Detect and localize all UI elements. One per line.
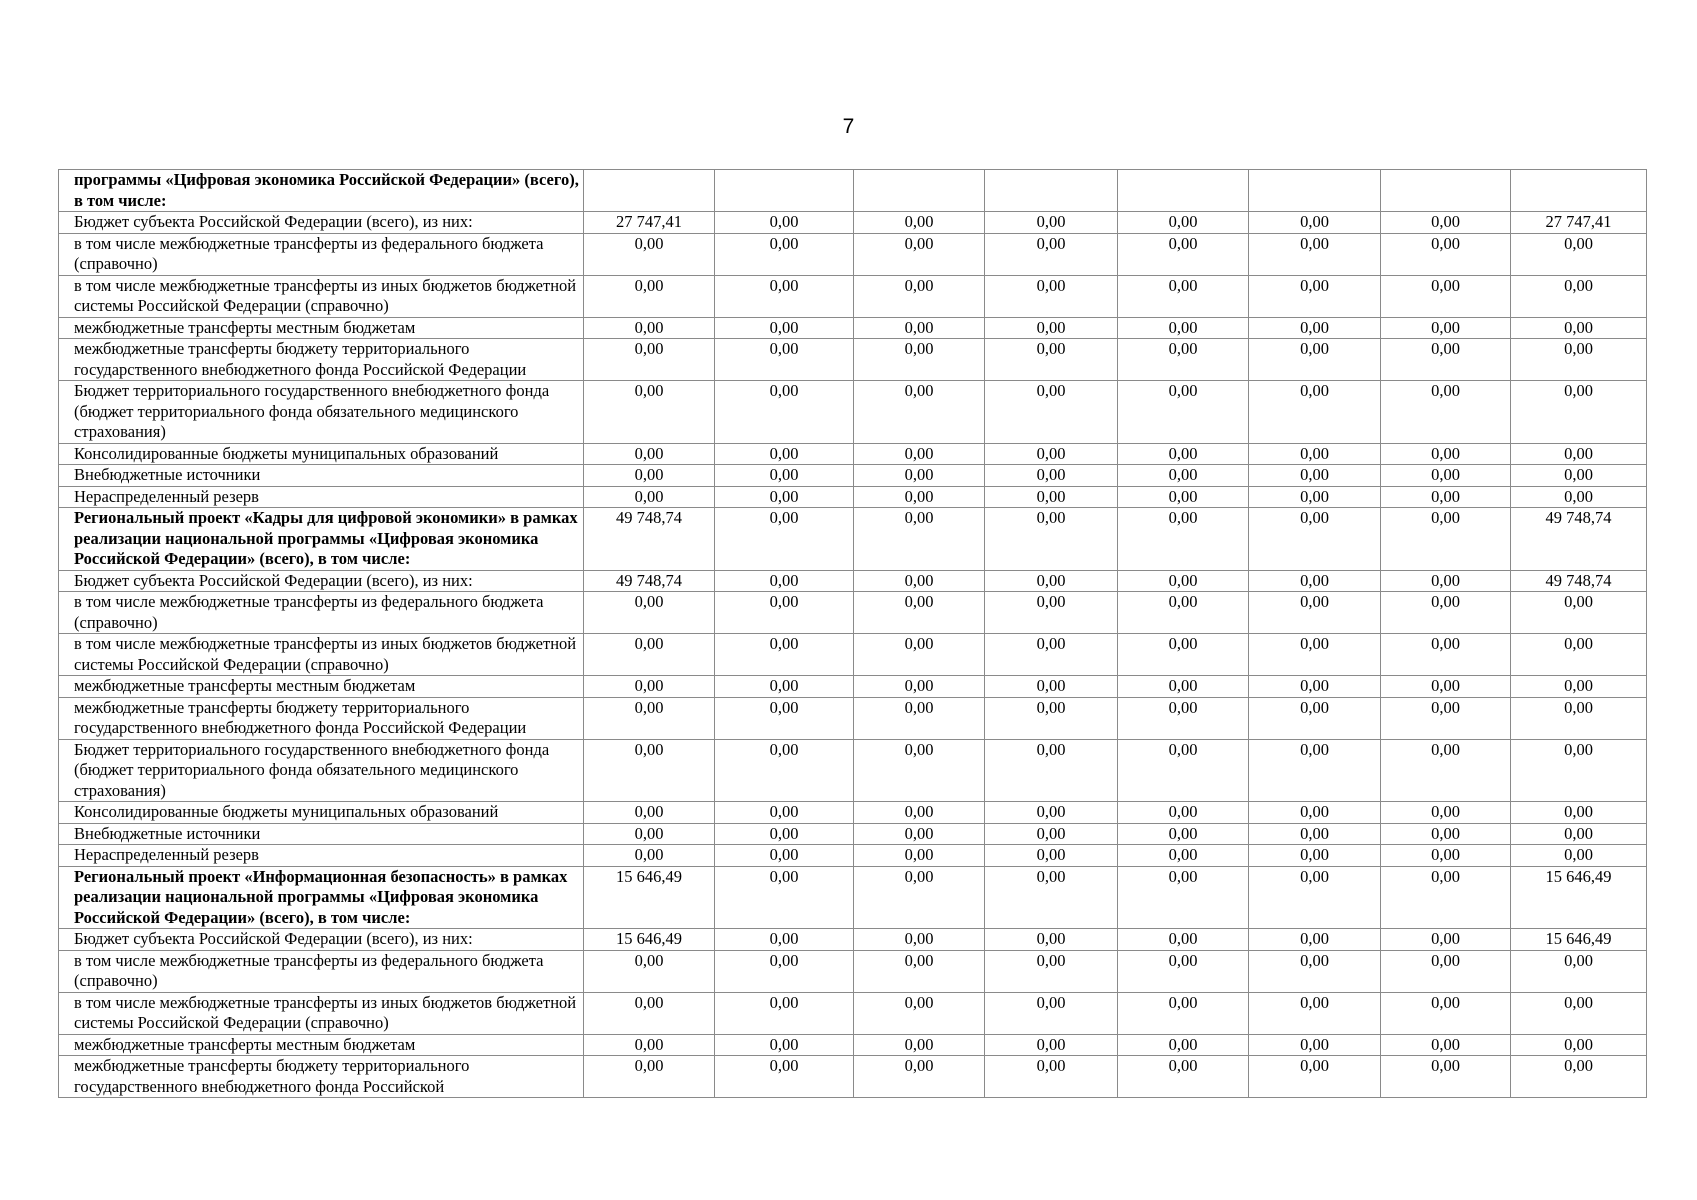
value-cell: 0,00 [1118, 739, 1249, 802]
value-cell: 0,00 [715, 233, 854, 275]
table-row [59, 845, 1647, 867]
value-cell: 49 748,74 [584, 508, 715, 571]
value-cell: 0,00 [715, 381, 854, 444]
value-cell: 0,00 [584, 486, 715, 508]
row-label: Бюджет территориального государственного внебюджетного фонда (бюджет территориального фонда обязательного медицинского страхования) [59, 739, 584, 802]
value-cell: 0,00 [715, 676, 854, 698]
table-row [59, 823, 1647, 845]
value-cell: 0,00 [1381, 929, 1511, 951]
value-cell: 0,00 [584, 317, 715, 339]
value-cell: 0,00 [1511, 697, 1647, 739]
value-cell: 0,00 [985, 486, 1118, 508]
value-cell: 0,00 [854, 1034, 985, 1056]
value-cell: 0,00 [1249, 866, 1381, 929]
value-cell: 0,00 [1511, 275, 1647, 317]
row-label: в том числе межбюджетные трансферты из федерального бюджета (справочно) [59, 233, 584, 275]
value-cell: 0,00 [715, 929, 854, 951]
value-cell: 0,00 [1381, 570, 1511, 592]
row-label: Бюджет субъекта Российской Федерации (всего), из них: [59, 929, 584, 951]
value-cell: 0,00 [1118, 634, 1249, 676]
value-cell: 0,00 [715, 992, 854, 1034]
value-cell: 0,00 [1118, 697, 1249, 739]
value-cell: 0,00 [1511, 676, 1647, 698]
value-cell: 0,00 [584, 1056, 715, 1098]
value-cell: 0,00 [854, 508, 985, 571]
value-cell: 0,00 [1381, 676, 1511, 698]
value-cell: 0,00 [584, 1034, 715, 1056]
value-cell: 0,00 [1249, 697, 1381, 739]
value-cell: 0,00 [1511, 823, 1647, 845]
table-row [59, 592, 1647, 634]
value-cell: 0,00 [1118, 465, 1249, 487]
value-cell: 0,00 [1381, 1034, 1511, 1056]
value-cell: 0,00 [1381, 739, 1511, 802]
row-label: в том числе межбюджетные трансферты из иных бюджетов бюджетной системы Российской Федерации (справочно) [59, 992, 584, 1034]
value-cell: 0,00 [985, 233, 1118, 275]
value-cell [1381, 170, 1511, 212]
value-cell: 0,00 [854, 634, 985, 676]
value-cell: 0,00 [854, 486, 985, 508]
value-cell: 0,00 [1381, 697, 1511, 739]
value-cell: 0,00 [715, 950, 854, 992]
value-cell: 0,00 [854, 570, 985, 592]
value-cell: 0,00 [854, 676, 985, 698]
value-cell: 0,00 [1249, 845, 1381, 867]
value-cell: 0,00 [1249, 233, 1381, 275]
value-cell: 0,00 [715, 592, 854, 634]
value-cell: 0,00 [1249, 465, 1381, 487]
value-cell: 0,00 [1381, 233, 1511, 275]
value-cell: 0,00 [1118, 381, 1249, 444]
value-cell: 0,00 [584, 443, 715, 465]
table-row [59, 866, 1647, 929]
table-row [59, 508, 1647, 571]
value-cell: 0,00 [985, 929, 1118, 951]
table-row [59, 1034, 1647, 1056]
table-row [59, 697, 1647, 739]
value-cell: 0,00 [854, 866, 985, 929]
value-cell: 0,00 [854, 823, 985, 845]
value-cell: 0,00 [1118, 929, 1249, 951]
value-cell: 0,00 [985, 1034, 1118, 1056]
table-row [59, 634, 1647, 676]
value-cell: 0,00 [1511, 381, 1647, 444]
value-cell: 0,00 [1118, 866, 1249, 929]
value-cell: 0,00 [1118, 845, 1249, 867]
value-cell: 0,00 [985, 823, 1118, 845]
row-label: Внебюджетные источники [59, 465, 584, 487]
value-cell: 49 748,74 [1511, 508, 1647, 571]
value-cell: 0,00 [1511, 950, 1647, 992]
value-cell: 0,00 [985, 275, 1118, 317]
row-label: в том числе межбюджетные трансферты из иных бюджетов бюджетной системы Российской Федерации (справочно) [59, 275, 584, 317]
value-cell: 0,00 [1511, 486, 1647, 508]
row-label: Консолидированные бюджеты муниципальных образований [59, 443, 584, 465]
table-row [59, 739, 1647, 802]
value-cell: 0,00 [1249, 443, 1381, 465]
value-cell: 0,00 [584, 339, 715, 381]
value-cell: 0,00 [854, 275, 985, 317]
value-cell: 0,00 [715, 275, 854, 317]
table-row [59, 317, 1647, 339]
value-cell: 0,00 [854, 381, 985, 444]
value-cell: 0,00 [854, 950, 985, 992]
row-label: межбюджетные трансферты местным бюджетам [59, 676, 584, 698]
table-row [59, 802, 1647, 824]
value-cell: 0,00 [715, 1056, 854, 1098]
value-cell: 0,00 [854, 992, 985, 1034]
row-label: межбюджетные трансферты местным бюджетам [59, 1034, 584, 1056]
value-cell: 0,00 [584, 802, 715, 824]
row-label: Бюджет субъекта Российской Федерации (всего), из них: [59, 212, 584, 234]
value-cell [584, 170, 715, 212]
value-cell: 0,00 [715, 845, 854, 867]
value-cell: 0,00 [854, 697, 985, 739]
value-cell: 0,00 [715, 570, 854, 592]
value-cell: 0,00 [1511, 739, 1647, 802]
value-cell: 0,00 [584, 823, 715, 845]
value-cell: 0,00 [1511, 592, 1647, 634]
value-cell: 0,00 [1118, 676, 1249, 698]
value-cell: 0,00 [715, 634, 854, 676]
value-cell: 0,00 [1381, 592, 1511, 634]
table-row [59, 929, 1647, 951]
value-cell: 0,00 [985, 866, 1118, 929]
value-cell: 0,00 [1118, 508, 1249, 571]
value-cell: 0,00 [1249, 634, 1381, 676]
value-cell: 0,00 [1249, 676, 1381, 698]
value-cell: 0,00 [584, 592, 715, 634]
row-label: Региональный проект «Информационная безопасность» в рамках реализации национальной программы «Цифровая экономика Российской Федерации» (всего), в том числе: [59, 866, 584, 929]
value-cell: 0,00 [854, 845, 985, 867]
table-row [59, 212, 1647, 234]
value-cell: 0,00 [1118, 212, 1249, 234]
value-cell: 0,00 [1511, 339, 1647, 381]
value-cell: 0,00 [1249, 1034, 1381, 1056]
row-label: межбюджетные трансферты бюджету территориального государственного внебюджетного фонда Российской Федерации [59, 697, 584, 739]
value-cell: 0,00 [1381, 950, 1511, 992]
row-label: Внебюджетные источники [59, 823, 584, 845]
value-cell: 0,00 [1118, 1056, 1249, 1098]
value-cell: 0,00 [1511, 1056, 1647, 1098]
row-label: в том числе межбюджетные трансферты из федерального бюджета (справочно) [59, 950, 584, 992]
value-cell: 0,00 [1249, 1056, 1381, 1098]
value-cell: 0,00 [584, 739, 715, 802]
value-cell: 0,00 [1249, 570, 1381, 592]
value-cell: 0,00 [1118, 823, 1249, 845]
value-cell: 0,00 [1249, 739, 1381, 802]
value-cell: 0,00 [1249, 950, 1381, 992]
row-label: программы «Цифровая экономика Российской Федерации» (всего), в том числе: [59, 170, 584, 212]
value-cell: 0,00 [854, 317, 985, 339]
value-cell: 0,00 [1118, 570, 1249, 592]
row-label: в том числе межбюджетные трансферты из федерального бюджета (справочно) [59, 592, 584, 634]
value-cell: 0,00 [715, 508, 854, 571]
value-cell: 0,00 [985, 992, 1118, 1034]
value-cell [1118, 170, 1249, 212]
table-row [59, 950, 1647, 992]
value-cell: 0,00 [584, 381, 715, 444]
value-cell: 0,00 [715, 697, 854, 739]
value-cell: 0,00 [1381, 381, 1511, 444]
value-cell: 0,00 [715, 802, 854, 824]
value-cell: 0,00 [854, 592, 985, 634]
value-cell: 0,00 [584, 233, 715, 275]
value-cell: 0,00 [985, 592, 1118, 634]
value-cell: 0,00 [1118, 443, 1249, 465]
value-cell: 0,00 [1381, 992, 1511, 1034]
value-cell: 0,00 [1249, 929, 1381, 951]
value-cell: 0,00 [1511, 845, 1647, 867]
row-label: межбюджетные трансферты бюджету территориального государственного внебюджетного фонда Российской [59, 1056, 584, 1098]
value-cell: 0,00 [1118, 802, 1249, 824]
value-cell: 0,00 [985, 570, 1118, 592]
page-number: 7 [842, 115, 855, 138]
value-cell: 0,00 [1249, 339, 1381, 381]
value-cell: 0,00 [1118, 592, 1249, 634]
value-cell: 0,00 [1381, 634, 1511, 676]
value-cell: 0,00 [584, 992, 715, 1034]
value-cell: 0,00 [584, 950, 715, 992]
row-label: Нераспределенный резерв [59, 486, 584, 508]
table-row [59, 992, 1647, 1034]
table-row [59, 339, 1647, 381]
value-cell [1249, 170, 1381, 212]
value-cell: 0,00 [715, 212, 854, 234]
row-label: Бюджет территориального государственного внебюджетного фонда (бюджет территориального фонда обязательного медицинского страхования) [59, 381, 584, 444]
value-cell: 0,00 [1381, 508, 1511, 571]
value-cell: 0,00 [985, 950, 1118, 992]
value-cell: 0,00 [854, 443, 985, 465]
table-row [59, 233, 1647, 275]
value-cell: 0,00 [1381, 339, 1511, 381]
value-cell: 0,00 [1381, 866, 1511, 929]
value-cell: 0,00 [1249, 381, 1381, 444]
value-cell: 0,00 [1118, 486, 1249, 508]
value-cell: 0,00 [1249, 508, 1381, 571]
table-row [59, 443, 1647, 465]
value-cell: 0,00 [985, 508, 1118, 571]
value-cell: 0,00 [1511, 634, 1647, 676]
value-cell: 15 646,49 [584, 929, 715, 951]
table-row [59, 570, 1647, 592]
value-cell: 0,00 [854, 465, 985, 487]
value-cell [854, 170, 985, 212]
value-cell: 0,00 [1511, 317, 1647, 339]
value-cell: 0,00 [1249, 486, 1381, 508]
value-cell: 0,00 [1381, 1056, 1511, 1098]
row-label: межбюджетные трансферты бюджету территориального государственного внебюджетного фонда Российской Федерации [59, 339, 584, 381]
value-cell: 0,00 [985, 697, 1118, 739]
value-cell: 0,00 [1381, 802, 1511, 824]
row-label: в том числе межбюджетные трансферты из иных бюджетов бюджетной системы Российской Федерации (справочно) [59, 634, 584, 676]
value-cell: 0,00 [985, 443, 1118, 465]
row-label: Бюджет субъекта Российской Федерации (всего), из них: [59, 570, 584, 592]
value-cell: 0,00 [584, 676, 715, 698]
table-row [59, 676, 1647, 698]
value-cell: 0,00 [1381, 823, 1511, 845]
budget-table [58, 169, 1647, 1098]
value-cell: 0,00 [1249, 212, 1381, 234]
value-cell: 0,00 [584, 465, 715, 487]
value-cell: 0,00 [985, 317, 1118, 339]
row-label: Региональный проект «Кадры для цифровой экономики» в рамках реализации национальной программы «Цифровая экономика Российской Федерации» (всего), в том числе: [59, 508, 584, 571]
value-cell: 0,00 [715, 339, 854, 381]
value-cell: 0,00 [1381, 317, 1511, 339]
value-cell: 0,00 [1118, 275, 1249, 317]
value-cell: 0,00 [584, 275, 715, 317]
value-cell: 0,00 [715, 866, 854, 929]
value-cell: 0,00 [854, 233, 985, 275]
value-cell: 0,00 [584, 634, 715, 676]
value-cell: 0,00 [985, 739, 1118, 802]
value-cell: 0,00 [854, 802, 985, 824]
value-cell: 27 747,41 [1511, 212, 1647, 234]
row-label: межбюджетные трансферты местным бюджетам [59, 317, 584, 339]
value-cell: 0,00 [985, 845, 1118, 867]
value-cell: 0,00 [715, 486, 854, 508]
table-row [59, 1056, 1647, 1098]
value-cell: 0,00 [715, 465, 854, 487]
value-cell: 0,00 [1249, 802, 1381, 824]
value-cell: 0,00 [1381, 465, 1511, 487]
value-cell [1511, 170, 1647, 212]
value-cell: 0,00 [1118, 950, 1249, 992]
value-cell: 0,00 [854, 929, 985, 951]
value-cell: 0,00 [985, 1056, 1118, 1098]
value-cell: 0,00 [715, 739, 854, 802]
value-cell [985, 170, 1118, 212]
table-row [59, 381, 1647, 444]
value-cell: 0,00 [985, 634, 1118, 676]
value-cell: 0,00 [1249, 992, 1381, 1034]
value-cell [715, 170, 854, 212]
table-row [59, 486, 1647, 508]
value-cell: 0,00 [854, 339, 985, 381]
value-cell: 0,00 [1511, 992, 1647, 1034]
value-cell: 15 646,49 [1511, 866, 1647, 929]
value-cell: 0,00 [584, 845, 715, 867]
value-cell: 15 646,49 [584, 866, 715, 929]
value-cell: 0,00 [715, 1034, 854, 1056]
value-cell: 0,00 [985, 381, 1118, 444]
value-cell: 49 748,74 [1511, 570, 1647, 592]
value-cell: 0,00 [1511, 233, 1647, 275]
value-cell: 0,00 [1249, 275, 1381, 317]
row-label: Консолидированные бюджеты муниципальных образований [59, 802, 584, 824]
value-cell: 0,00 [1381, 212, 1511, 234]
value-cell: 0,00 [1381, 275, 1511, 317]
value-cell: 0,00 [985, 676, 1118, 698]
value-cell: 0,00 [1118, 339, 1249, 381]
table-row [59, 465, 1647, 487]
value-cell: 0,00 [985, 339, 1118, 381]
value-cell: 0,00 [854, 739, 985, 802]
value-cell: 0,00 [1511, 465, 1647, 487]
value-cell: 0,00 [985, 212, 1118, 234]
value-cell: 0,00 [1118, 233, 1249, 275]
table-row [59, 275, 1647, 317]
value-cell: 0,00 [1118, 992, 1249, 1034]
value-cell: 0,00 [715, 443, 854, 465]
value-cell: 0,00 [1249, 317, 1381, 339]
budget-table-body [59, 170, 1647, 1098]
value-cell: 15 646,49 [1511, 929, 1647, 951]
value-cell: 0,00 [1511, 802, 1647, 824]
value-cell: 0,00 [1511, 443, 1647, 465]
value-cell: 0,00 [1381, 443, 1511, 465]
value-cell: 27 747,41 [584, 212, 715, 234]
value-cell: 0,00 [854, 212, 985, 234]
value-cell: 0,00 [715, 823, 854, 845]
row-label: Нераспределенный резерв [59, 845, 584, 867]
value-cell: 0,00 [1249, 592, 1381, 634]
value-cell: 0,00 [1381, 486, 1511, 508]
value-cell: 0,00 [985, 802, 1118, 824]
value-cell: 0,00 [854, 1056, 985, 1098]
value-cell: 0,00 [1511, 1034, 1647, 1056]
value-cell: 0,00 [985, 465, 1118, 487]
value-cell: 0,00 [715, 317, 854, 339]
value-cell: 0,00 [1249, 823, 1381, 845]
value-cell: 0,00 [1118, 317, 1249, 339]
table-row [59, 170, 1647, 212]
value-cell: 49 748,74 [584, 570, 715, 592]
value-cell: 0,00 [1118, 1034, 1249, 1056]
value-cell: 0,00 [1381, 845, 1511, 867]
value-cell: 0,00 [584, 697, 715, 739]
